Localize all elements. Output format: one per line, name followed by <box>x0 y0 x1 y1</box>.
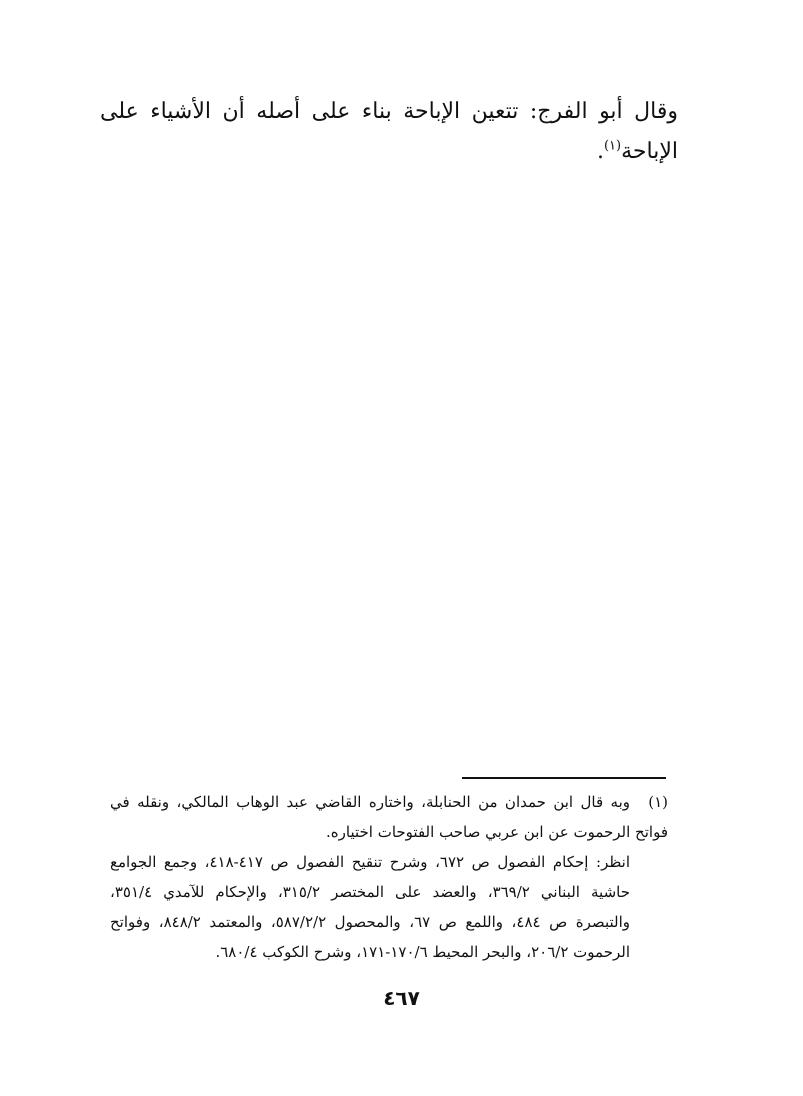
footnote-separator-rule <box>462 777 666 779</box>
page-number: ٤٦٧ <box>383 986 420 1010</box>
footnote-1 <box>110 787 668 847</box>
main-paragraph-text: وقال أبو الفرج: تتعين الإباحة بناء على أصله أن الأشياء على الإباحة <box>100 99 678 164</box>
footnote-reference: (١) <box>603 138 622 154</box>
footnotes-section <box>110 787 668 967</box>
footnote-number: (١) <box>648 793 668 811</box>
footnote-1-sources: انظر: إحكام الفصول ص ٦٧٢، وشرح تنقيح الفصول ص ٤١٧-٤١٨، وجمع الجوامع حاشية البناني ٣٦٩/٢، والعضد على المختصر ٣١٥/٢، والإحكام للآمدي ٣٥١/٤، والتبصرة ص ٤٨٤، واللمع ص ٦٧، والمحصول ٥٨٧/٢/٢، والمعتمد ٨٤٨/٢، وفواتح الرحموت ٢٠٦/٢، والبحر المحيط ١٧٠/٦-١٧١، وشرح الكوكب ٦٨٠/٤. <box>110 853 630 961</box>
footnote-1-text: وبه قال ابن حمدان من الحنابلة، واختاره القاضي عبد الوهاب المالكي، ونقله في فواتح الرحموت عن ابن عربي صاحب الفتوحات اختياره. <box>110 793 668 841</box>
main-paragraph-end: . <box>596 139 604 164</box>
main-paragraph <box>100 92 678 172</box>
